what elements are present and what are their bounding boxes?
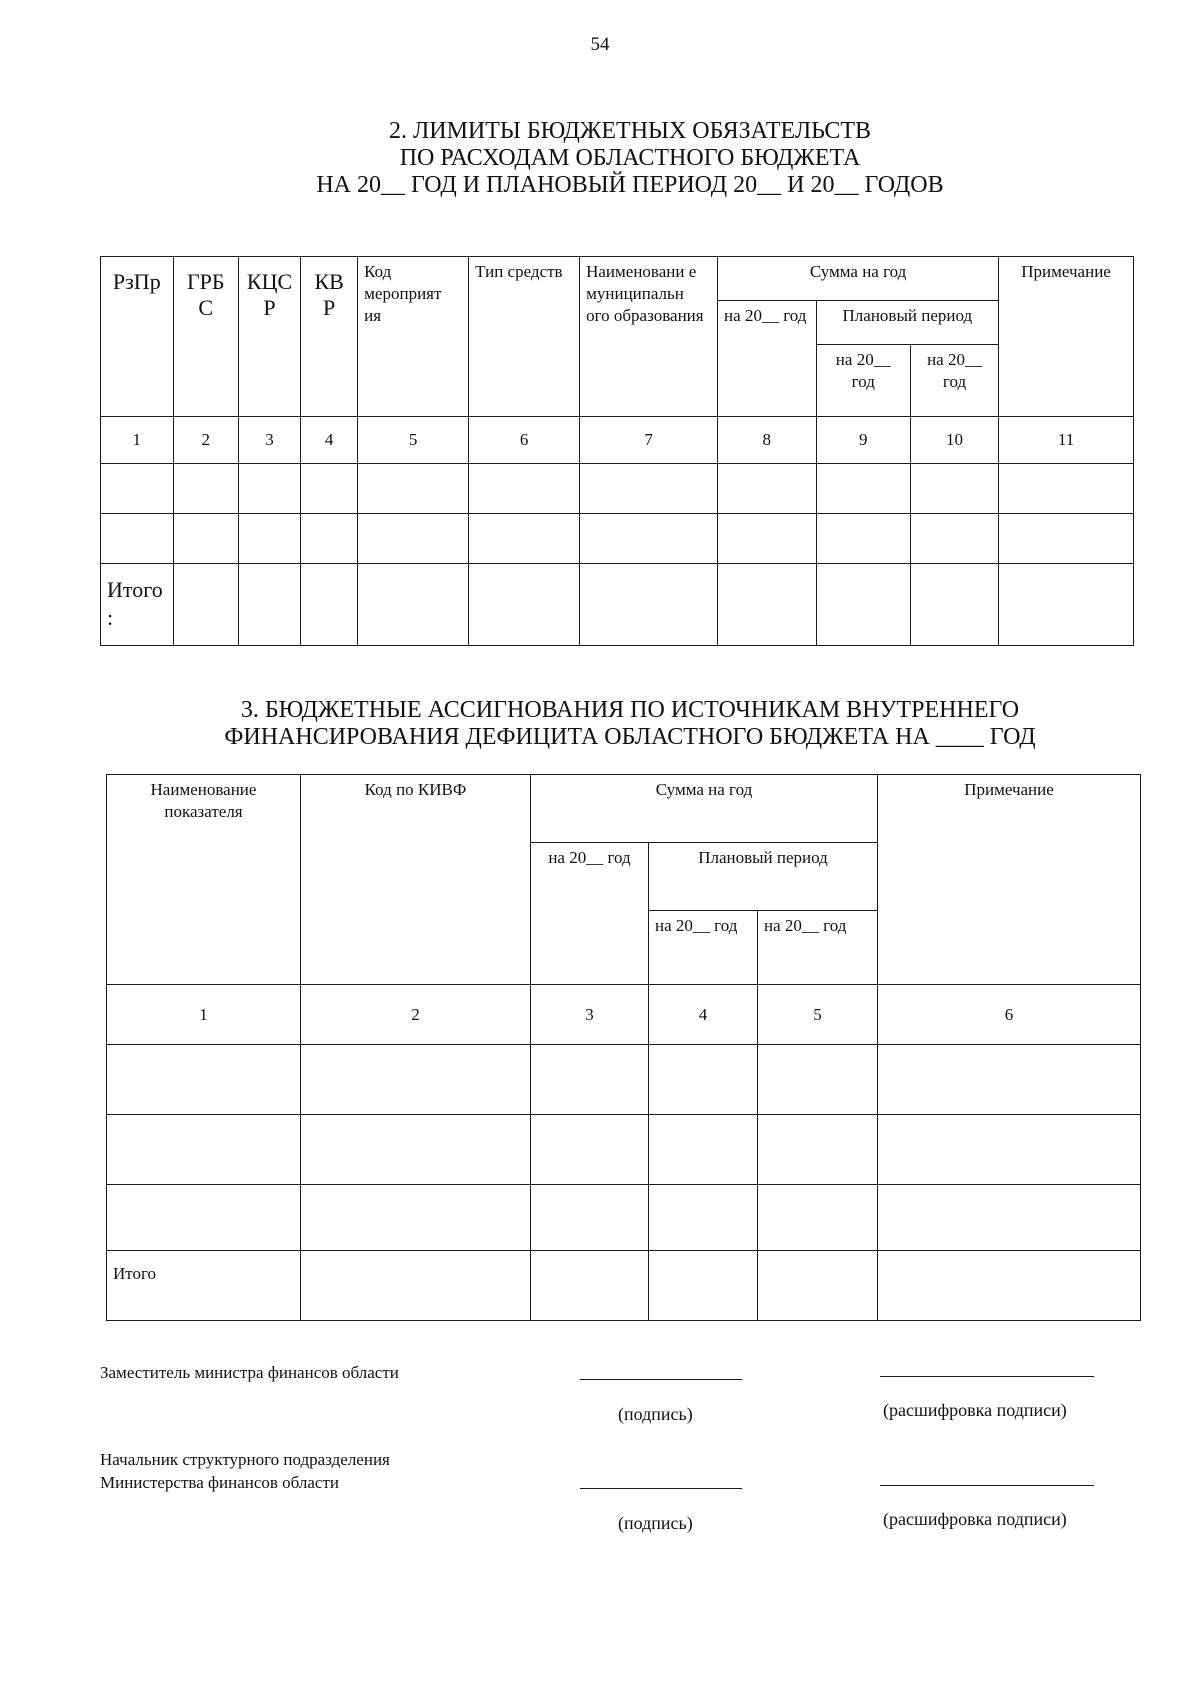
- header-na-20-god: на 20__ год: [718, 301, 817, 417]
- header-primechanie: Примечание: [878, 775, 1141, 985]
- signature-line: [580, 1379, 742, 1380]
- header-planovyi-period: Плановый период: [816, 301, 999, 345]
- signature-decoding-hint: (расшифровка подписи): [883, 1509, 1067, 1529]
- column-number: 3: [531, 985, 649, 1045]
- total-row: [107, 1251, 1141, 1321]
- signature-decoding-line: [880, 1485, 1094, 1486]
- page-number: 54: [590, 34, 610, 55]
- table-row: [101, 514, 1134, 564]
- table-row: [107, 1115, 1141, 1185]
- section-2-title-line: 2. ЛИМИТЫ БЮДЖЕТНЫХ ОБЯЗАТЕЛЬСТВ: [388, 118, 871, 144]
- limits-table: [100, 256, 1134, 646]
- header-naimenovanie-pokazatelya: Наименование показателя: [107, 775, 301, 985]
- column-number: 3: [238, 417, 300, 464]
- header-kod-po-kivf: Код по КИВФ: [301, 775, 531, 985]
- column-number: 6: [878, 985, 1141, 1045]
- column-number: 2: [173, 417, 238, 464]
- total-row: [101, 564, 1134, 646]
- header-rzpr: РзПр: [101, 257, 174, 417]
- header-kcsr: КЦС Р: [238, 257, 300, 417]
- section-3-title: [30, 697, 1200, 751]
- column-number: 11: [999, 417, 1134, 464]
- column-number: 6: [469, 417, 580, 464]
- column-number: 7: [580, 417, 718, 464]
- table-row: [107, 1185, 1141, 1251]
- column-number: 4: [649, 985, 758, 1045]
- section-3-title-line: ФИНАНСИРОВАНИЯ ДЕФИЦИТА ОБЛАСТНОГО БЮДЖЕТА НА ____ ГОД: [224, 724, 1036, 750]
- header-summa-na-god: Сумма на год: [531, 775, 878, 843]
- header-summa-na-god: Сумма на год: [718, 257, 999, 301]
- header-kvr: КВ Р: [301, 257, 358, 417]
- section-2-title: [30, 118, 1200, 199]
- column-number: 4: [301, 417, 358, 464]
- header-grbs: ГРБ С: [173, 257, 238, 417]
- column-number: 5: [358, 417, 469, 464]
- column-number: 1: [107, 985, 301, 1045]
- table-row: [107, 1045, 1141, 1115]
- header-naimenovanie-mo: Наименовани е муниципальн ого образования: [580, 257, 718, 417]
- header-planovyi-period: Плановый период: [649, 843, 878, 911]
- column-number: 2: [301, 985, 531, 1045]
- head-of-division-label: Начальник структурного подразделения: [100, 1450, 390, 1469]
- total-label: Итого: [107, 1251, 301, 1321]
- header-plan-year-2: на 20__ год: [758, 911, 878, 985]
- header-plan-year-1: на 20__ год: [816, 345, 910, 417]
- column-number: 1: [101, 417, 174, 464]
- column-number: 10: [910, 417, 998, 464]
- column-number: 8: [718, 417, 817, 464]
- signature-decoding-line: [880, 1376, 1094, 1377]
- column-number: 9: [816, 417, 910, 464]
- signature-line: [580, 1488, 742, 1489]
- section-3-title-line: 3. БЮДЖЕТНЫЕ АССИГНОВАНИЯ ПО ИСТОЧНИКАМ ВНУТРЕННЕГО: [240, 697, 1020, 723]
- signature-hint: (подпись): [618, 1513, 693, 1533]
- header-na-20-god: на 20__ год: [531, 843, 649, 985]
- section-2-title-line: НА 20__ ГОД И ПЛАНОВЫЙ ПЕРИОД 20__ И 20__ ГОДОВ: [316, 172, 944, 198]
- header-kod-meropriyatiya: Код мероприят ия: [358, 257, 469, 417]
- section-2-title-line: ПО РАСХОДАМ ОБЛАСТНОГО БЮДЖЕТА: [399, 145, 861, 171]
- deputy-minister-label: Заместитель министра финансов области: [100, 1363, 399, 1382]
- deficit-financing-table: [106, 774, 1141, 1321]
- signature-hint: (подпись): [618, 1404, 693, 1424]
- total-label: Итого :: [101, 564, 174, 646]
- head-of-division-label-line2: Министерства финансов области: [100, 1473, 340, 1492]
- header-plan-year-2: на 20__ год: [910, 345, 998, 417]
- table-row: [101, 464, 1134, 514]
- column-number: 5: [758, 985, 878, 1045]
- header-primechanie: Примечание: [999, 257, 1134, 417]
- header-tip-sredstv: Тип средств: [469, 257, 580, 417]
- signature-decoding-hint: (расшифровка подписи): [883, 1400, 1067, 1420]
- header-plan-year-1: на 20__ год: [649, 911, 758, 985]
